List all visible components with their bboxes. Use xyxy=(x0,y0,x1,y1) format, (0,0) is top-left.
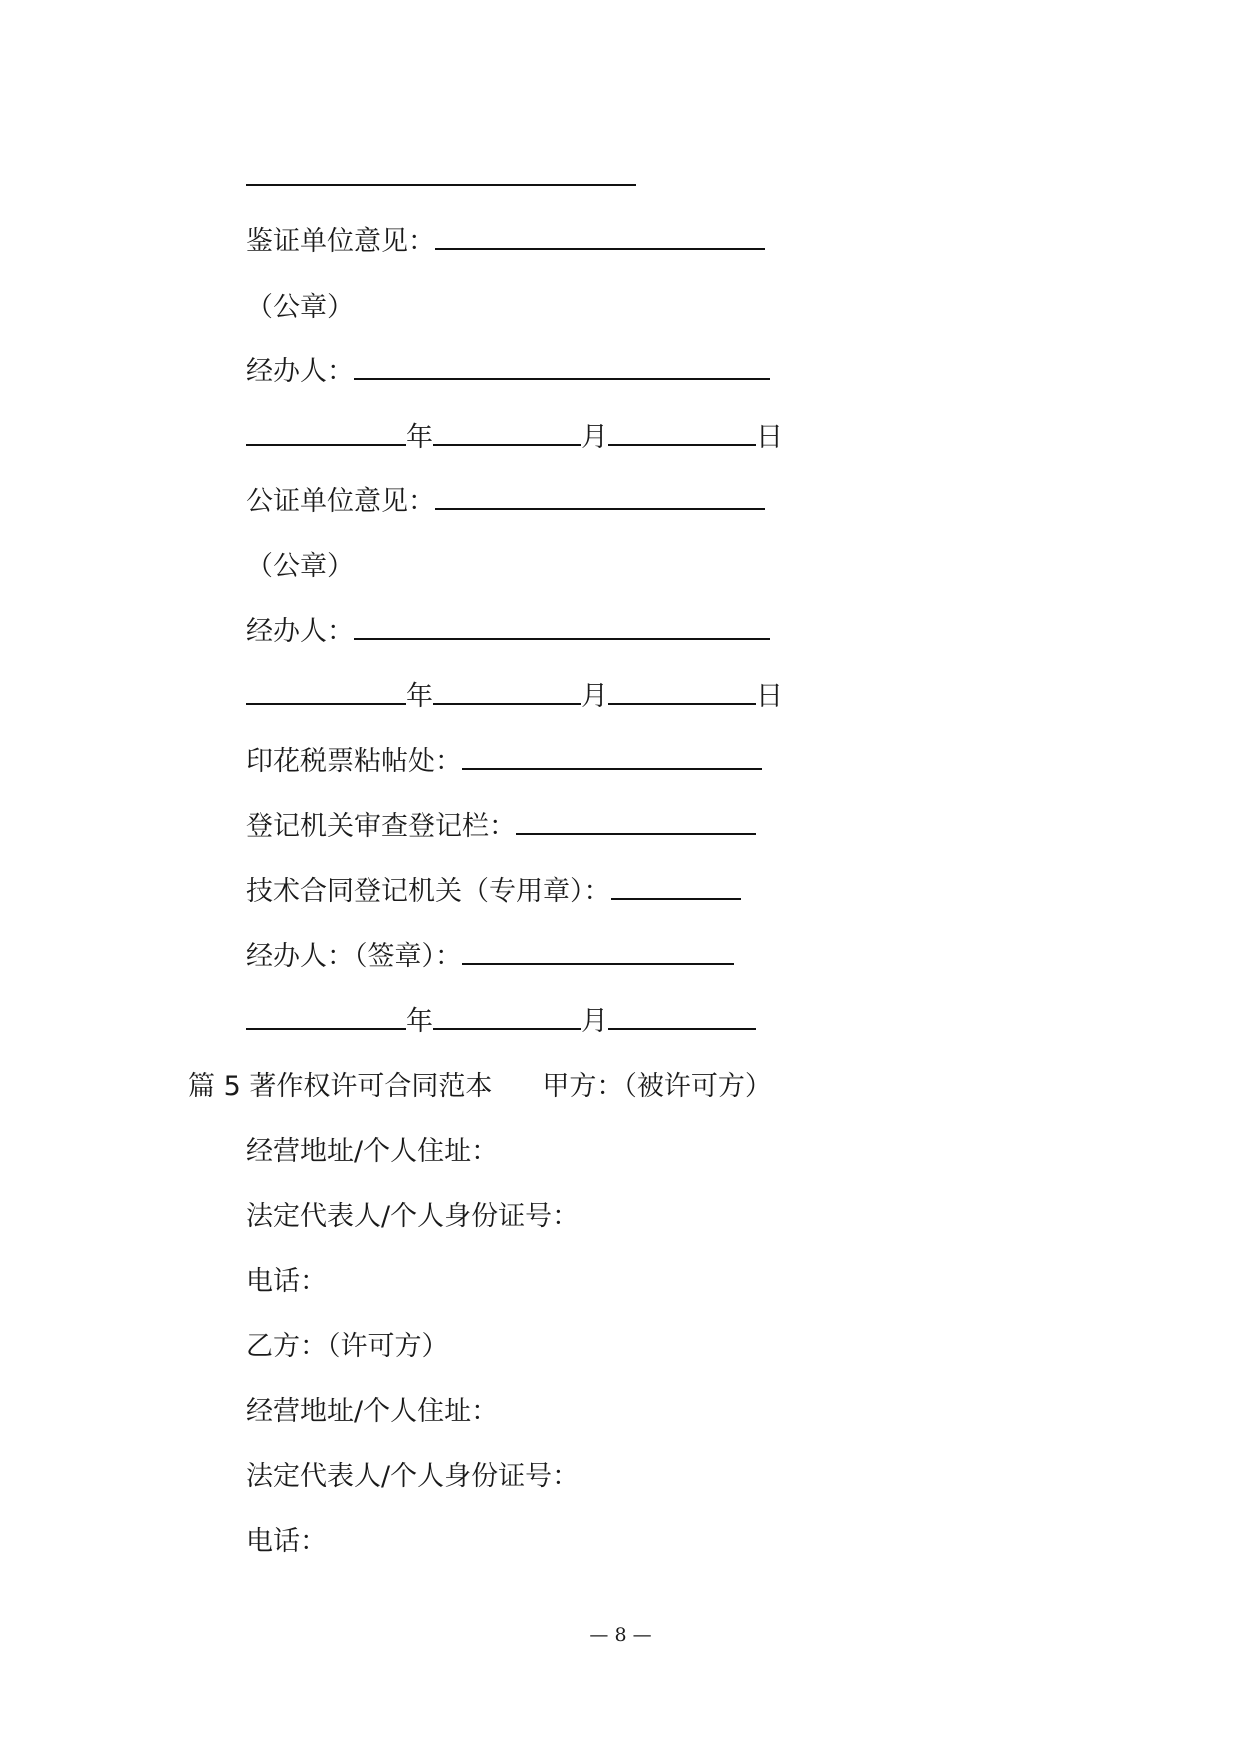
continuation-blank-line xyxy=(246,158,636,198)
year-blank xyxy=(246,679,406,705)
day-blank xyxy=(608,679,756,705)
party-a-representative-label: 法定代表人/个人身份证号： xyxy=(246,1201,580,1232)
section-title: 篇 5 著作权许可合同范本 xyxy=(188,1071,493,1102)
handler-label: 经办人： xyxy=(246,356,354,387)
month-blank xyxy=(433,679,581,705)
year-label: 年 xyxy=(406,422,433,453)
month-blank xyxy=(433,420,581,446)
month-label: 月 xyxy=(581,1006,608,1037)
gongzheng-opinion-label: 公证单位意见： xyxy=(246,486,435,517)
party-b-address-label: 经营地址/个人住址： xyxy=(246,1396,499,1427)
handler-label: 经办人： xyxy=(246,616,354,647)
handler-signature-label: 经办人：（签章）： xyxy=(246,941,462,972)
tech-registry-line xyxy=(246,872,741,912)
party-b-phone-label: 电话： xyxy=(246,1526,327,1557)
fill-in-blank xyxy=(611,874,741,900)
tech-registry-label: 技术合同登记机关（专用章）： xyxy=(246,876,611,907)
party-a-address xyxy=(246,1132,498,1172)
registry-review-line xyxy=(246,807,756,847)
party-a-representative xyxy=(246,1197,579,1237)
day-blank xyxy=(608,420,756,446)
fill-in-blank xyxy=(246,160,636,186)
handler-line xyxy=(246,612,770,652)
year-blank xyxy=(246,1004,406,1030)
year-label: 年 xyxy=(406,1006,433,1037)
year-blank xyxy=(246,420,406,446)
seal-note-text: （公章） xyxy=(246,551,354,582)
fill-in-blank xyxy=(516,809,756,835)
fill-in-blank xyxy=(354,354,770,380)
seal-note-text: （公章） xyxy=(246,292,354,323)
jianzheng-opinion-label: 鉴证单位意见： xyxy=(246,226,435,257)
handler-line xyxy=(246,352,770,392)
party-a-label: 甲方：（被许可方） xyxy=(542,1071,772,1102)
day-label: 日 xyxy=(756,681,783,712)
party-b-label: 乙方：（许可方） xyxy=(246,1331,449,1362)
party-b xyxy=(246,1327,449,1367)
jianzheng-opinion-line xyxy=(246,222,765,262)
fill-in-blank xyxy=(435,224,765,250)
registry-review-label: 登记机关审查登记栏： xyxy=(246,811,516,842)
party-b-representative-label: 法定代表人/个人身份证号： xyxy=(246,1461,580,1492)
party-a-phone-label: 电话： xyxy=(246,1266,327,1297)
seal-note xyxy=(246,547,354,587)
stamp-tax-label: 印花税票粘帖处： xyxy=(246,746,462,777)
page-number: — 8 — xyxy=(589,1624,652,1646)
fill-in-blank xyxy=(435,484,765,510)
date-line xyxy=(246,677,783,717)
party-b-address xyxy=(246,1392,498,1432)
fill-in-blank xyxy=(462,744,762,770)
seal-note xyxy=(246,288,354,328)
stamp-tax-line xyxy=(246,742,762,782)
party-a-phone xyxy=(246,1262,327,1302)
party-b-representative xyxy=(246,1457,579,1497)
fill-in-blank xyxy=(354,614,770,640)
fill-in-blank xyxy=(462,939,734,965)
day-blank xyxy=(608,1004,756,1030)
date-line xyxy=(246,1002,756,1042)
date-line xyxy=(246,418,783,458)
gongzheng-opinion-line xyxy=(246,482,765,522)
month-label: 月 xyxy=(581,422,608,453)
day-label: 日 xyxy=(756,422,783,453)
year-label: 年 xyxy=(406,681,433,712)
section-heading xyxy=(188,1067,772,1107)
handler-signature-line xyxy=(246,937,734,977)
month-label: 月 xyxy=(581,681,608,712)
party-a-address-label: 经营地址/个人住址： xyxy=(246,1136,499,1167)
party-b-phone xyxy=(246,1522,327,1562)
month-blank xyxy=(433,1004,581,1030)
